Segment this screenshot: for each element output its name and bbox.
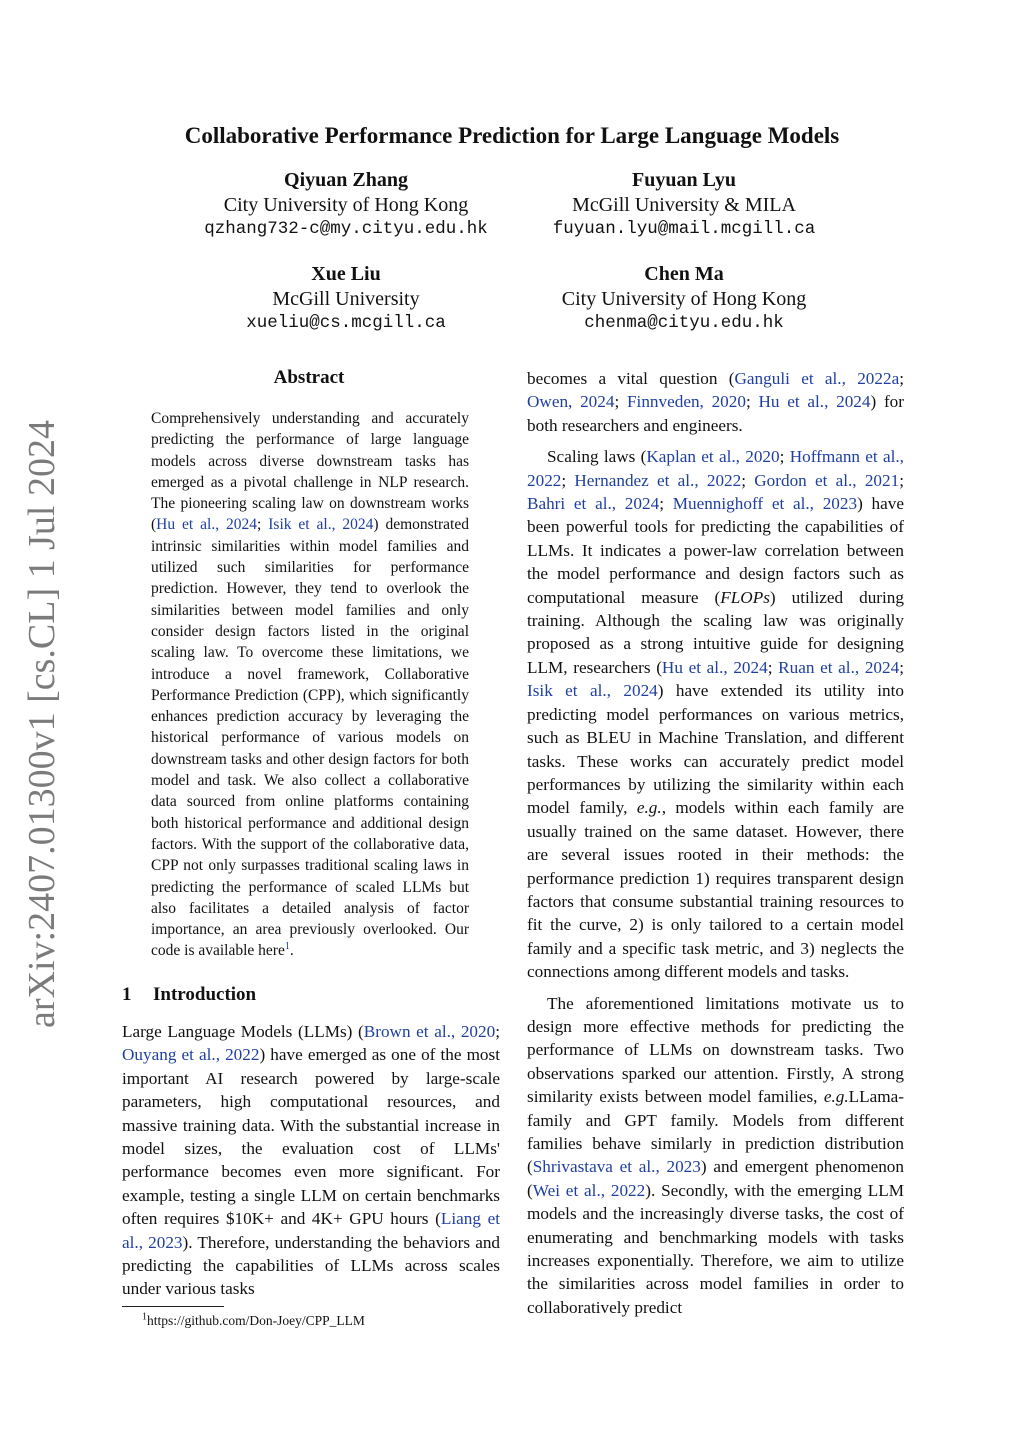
citation-link[interactable]: Finnveden, 2020 [626,392,746,412]
abstract-text: Comprehensively understanding and accurately predicting the performance of large language models across diverse downstream tasks has emerged as a pivotal challenge in NLP research. The pioneering scaling law on downstream works (Hu et al., 2024; Isik et al., 2024) demonstrated intrinsic similarities within model families and utilized such similarities for performance prediction. However, they tend to overlook the similarities between model families and only consider design factors listed in the original scaling law. To overcome these limitations, we introduce a novel framework, Collaborative Performance Prediction (CPP), which significantly enhances prediction accuracy by leveraging the historical performance of various models on downstream tasks and other design factors for both model and task. We also collect a collaborative data sourced from online platforms containing both historical performance and additional design factors. With the support of the collaborative data, CPP not only surpasses traditional scaling laws in predicting the performance of scaled LLMs but also facilitates a detailed analysis of factor importance, an area previously overlooked. Our code is available here$^1$. [151,410,469,960]
citation-link[interactable]: Hu et al., 2024 [661,657,768,677]
author-affiliation: McGill University [272,287,420,310]
intro-paragraph: Large Language Models (LLMs) (Brown et al., 2020; Ouyang et al., 2022) have emerged as one of the most important AI research powered by large-scale parameters, high computational resources, and massive training data. With the substantial increase in model sizes, the evaluation cost of LLMs' performance becomes even more significant. For example, testing a single LLM on certain benchmarks often requires $10K+ and 4K+ GPU hours (Liang et al., 2023). Therefore, understanding the behaviors and predicting the capabilities of LLMs across scales under various tasks [122,1022,501,1299]
author-block [494,262,874,336]
citation-link[interactable]: Isik et al., 2024 [268,516,374,534]
author-block [156,168,536,242]
author-name: Chen Ma [644,263,724,285]
citation-link[interactable]: Brown et al., 2020 [363,1022,496,1041]
citation-link[interactable]: Bahri et al., 2024 [527,494,660,514]
author-affiliation: City University of Hong Kong [223,193,469,216]
abstract-heading: Abstract [273,367,345,388]
section-title: Introduction [153,984,257,1005]
author-affiliation: City University of Hong Kong [561,287,807,310]
author-block [156,262,536,336]
section-heading-introduction [122,983,256,1007]
citation-link[interactable]: Hoffmann et al., 2022 [527,447,904,490]
citation-link[interactable]: Ganguli et al., 2022a [734,369,900,388]
citation-link[interactable]: Shrivastava et al., 2023 [532,1157,701,1177]
citation-link[interactable]: Hernandez et al., 2022 [574,470,742,490]
citation-link[interactable]: Ouyang et al., 2022 [122,1045,260,1065]
author-email[interactable]: xueliu@cs.mcgill.ca [246,313,446,333]
arxiv-identifier: arXiv:2407.01300v1 [cs.CL] 1 Jul 2024 [21,420,63,1028]
footnote-url[interactable]: https://github.com/Don-Joey/CPP_LLM [147,1313,365,1328]
footnote-rule [122,1306,224,1307]
author-block [494,168,874,242]
paragraph: Scaling laws (Kaplan et al., 2020; Hoffmann et al., 2022; Hernandez et al., 2022; Gordon et al., 2021; Bahri et al., 2024; Muennighoff et al., 2023) have been powerful tools for predicting the capabilities of LLMs. It indicates a power-law correlation between the model performance and design factors such as computational measure (FLOPs) utilized during training. Although the scaling law was originally proposed as a strong intuitive guide for designing LLM, researchers (Hu et al., 2024; Ruan et al., 2024; Isik et al., 2024) have extended its utility into predicting model performances on various metrics, such as BLEU in Machine Translation, and different tasks. These works can accurately predict model performances by utilizing the similarity within each model family, e.g., models within each family are usually trained on the same dataset. However, there are several issues rooted in their methods: the performance prediction 1) requires transparent design factors that consume substantial training resources to fit the curve, 2) is only tailored to a certain model family and a specific task metric, and 3) neglects the connections among different models and tasks. [527,447,905,982]
citation-link[interactable]: Hu et al., 2024 [758,392,871,412]
right-column [527,367,904,1319]
author-name: Qiyuan Zhang [284,169,408,191]
paragraph: becomes a vital question (Ganguli et al., 2022a; Owen, 2024; Finnveden, 2020; Hu et al., 2024) for both researchers and engineers. [527,369,904,435]
paragraph: The aforementioned limitations motivate us to design more effective methods for predicting the performance of LLMs on downstream tasks. Two observations sparked our attention. Firstly, A strong similarity exists between model families, e.g.LLama-family and GPT family. Models from different families behave similarly in prediction distribution (Shrivastava et al., 2023) and emergent phenomenon (Wei et al., 2022). Secondly, with the emerging LLM models and the increasingly diverse tasks, the cost of enumerating and benchmarking models with tasks increases exponentially. Therefore, we aim to utilize the similarities across model families in order to collaboratively predict [527,993,904,1317]
citation-link[interactable]: Muennighoff et al., 2023 [672,494,858,514]
author-affiliation: McGill University & MILA [572,193,796,216]
citation-link[interactable]: Isik et al., 2024 [527,681,658,701]
citation-link[interactable]: Liang et al., 2023 [122,1209,500,1252]
section-number: 1 [122,984,132,1005]
citation-link[interactable]: Gordon et al., 2021 [754,470,900,490]
author-email[interactable]: qzhang732-c@my.cityu.edu.hk [204,219,488,239]
author-name: Fuyuan Lyu [632,169,736,191]
footnote-ref[interactable]: 1 [284,941,290,953]
author-email[interactable]: fuyuan.lyu@mail.mcgill.ca [552,219,816,239]
citation-link[interactable]: Kaplan et al., 2020 [646,447,780,467]
author-email[interactable]: chenma@cityu.edu.hk [584,313,784,333]
citation-link[interactable]: Wei et al., 2022 [532,1180,646,1200]
footnote [142,1312,365,1330]
paper-title: Collaborative Performance Prediction for Large Language Models [184,123,840,148]
citation-link[interactable]: Hu et al., 2024 [156,516,258,534]
citation-link[interactable]: Ruan et al., 2024 [778,657,900,677]
author-name: Xue Liu [311,263,381,285]
footnote-mark: 1 [142,1311,147,1323]
citation-link[interactable]: Owen, 2024 [527,392,615,412]
